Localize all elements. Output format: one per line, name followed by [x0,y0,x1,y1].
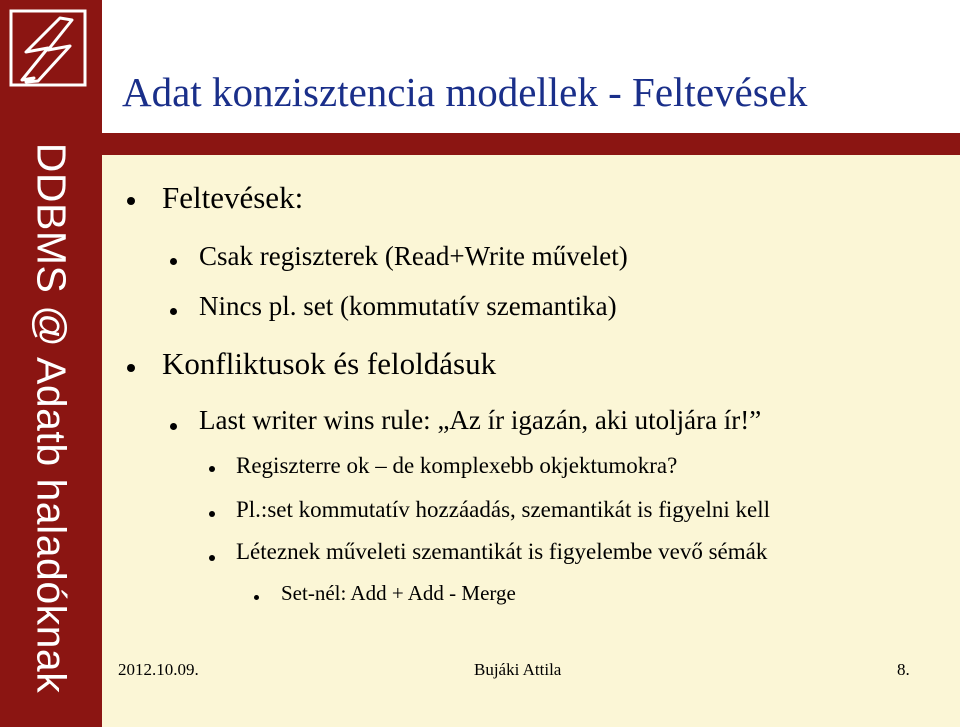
footer-date: 2012.10.09. [118,660,199,679]
footer-author: Bujáki Attila [474,660,562,679]
bullet-icon [170,308,177,315]
lightning-bolt-logo-icon [8,8,88,88]
bullet-icon [170,423,177,430]
bullet-icon [254,595,259,600]
list-item: Pl.:set kommutatív hozzáadás, szemantikát is figyelni kell [236,497,770,522]
list-item: Léteznek műveleti szemantikát is figyelembe vevő sémák [236,539,768,564]
bullet-icon [209,466,215,472]
bullet-icon [170,258,177,265]
list-item: Regiszterre ok – de komplexebb okjektumokra? [236,453,678,478]
bullet-icon [209,555,215,561]
list-item: Feltevések: [162,180,304,215]
list-item: Csak regiszterek (Read+Write művelet) [199,241,628,271]
list-item: Set-nél: Add + Add - Merge [281,581,516,605]
bullet-icon [127,364,135,372]
bullet-icon [127,197,135,205]
list-item: Nincs pl. set (kommutatív szemantika) [199,291,617,321]
list-item: Konfliktusok és feloldásuk [162,346,497,381]
sidebar [0,0,102,727]
list-item: Last writer wins rule: „Az ír igazán, aki utoljára ír!” [199,405,762,435]
bullet-icon [209,511,215,517]
title-divider [102,133,960,155]
footer-page-number: 8. [897,660,910,679]
sidebar-vertical-text: DDBMS @ Adatb haladóknak [28,142,75,694]
slide-title: Adat konzisztencia modellek - Feltevések [122,69,808,115]
